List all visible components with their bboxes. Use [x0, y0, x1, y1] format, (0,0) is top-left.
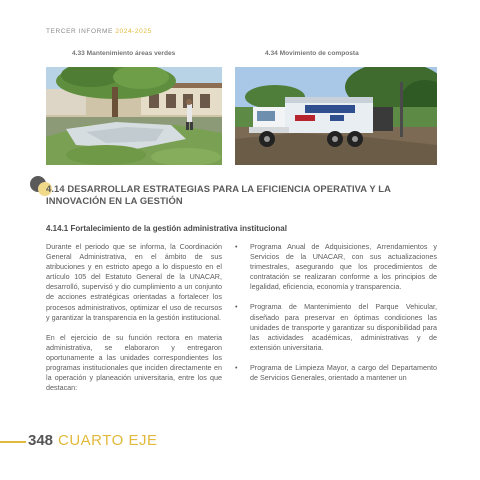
list-item [235, 302, 437, 352]
photo-compost-movement [235, 67, 437, 165]
chapter-label: CUARTO EJE [58, 432, 158, 449]
bullet-icon: • [235, 362, 238, 372]
section-title: 4.14 DESARROLLAR ESTRATEGIAS PARA LA EFICIENCIA OPERATIVA Y LA INNOVACIÓN EN LA GESTIÓN [46, 183, 391, 206]
footer-accent-bar [0, 441, 26, 443]
list-item [235, 363, 437, 383]
list-item-text: Programa Anual de Adquisiciones, Arrendamientos y Servicios de la UNACAR, con sus actualizaciones trimestrales, asegurando que los procedimientos de contratación se realizaran conforme a los principios de legalidad, eficiencia, economía y transparencia. [250, 242, 437, 292]
report-header [46, 28, 152, 35]
bullet-icon: • [235, 242, 238, 251]
list-item [235, 242, 437, 292]
list-item-text: Programa de Mantenimiento del Parque Vehicular, diseñado para preservar en óptimas condiciones las unidades de transporte y garantizar su disponibilidad para las actividades académicas, administrativas y de extensión universitaria. [250, 302, 437, 352]
report-title: TERCER INFORME [46, 28, 113, 35]
list-item-text: Programa de Limpieza Mayor, a cargo del Departamento de Servicios Generales, orientado a mantener un [250, 362, 437, 383]
left-column [46, 242, 222, 403]
subsection-title: 4.14.1 Fortalecimiento de la gestión administrativa institucional [46, 224, 287, 233]
paragraph: Durante el periodo que se informa, la Coordinación General Administrativa, en el ámbito de sus atribuciones y en estricto apego a lo dispuesto en el artículo 105 del Estatuto General de la UNACAR, desarrolló, supervisó y dio cumplimiento a un conjunto de acciones estratégicas orientadas a fortalecer los procesos administrativos, optimizar el uso de recursos y garantizar la transparencia en la gestión institucional. [46, 242, 222, 322]
photo-green-areas-maintenance [46, 67, 222, 165]
photo-caption-compost: 4.34 Movimiento de composta [265, 50, 359, 57]
bullet-icon: • [235, 302, 238, 312]
page-number: 348 [28, 432, 54, 449]
paragraph: En el ejercicio de su función rectora en materia administrativa, se elaboraron y entregaron oportunamente a las unidades correspondientes los programas institucionales que inciden directamente en la operación y planeación universitaria, entre los que destacan: [46, 332, 222, 393]
right-column-bullet-list [235, 242, 437, 426]
photo-caption-green-areas: 4.33 Mantenimiento áreas verdes [72, 50, 176, 57]
report-years: 2024-2025 [115, 28, 152, 35]
